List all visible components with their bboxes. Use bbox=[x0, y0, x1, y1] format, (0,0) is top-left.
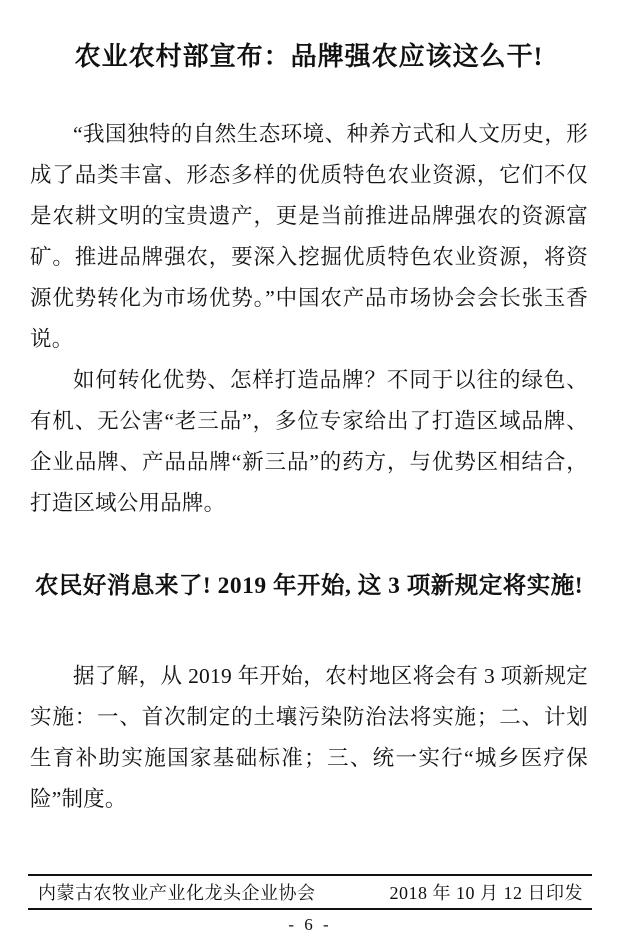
article-paragraph: 如何转化优势、怎样打造品牌？不同于以往的绿色、有机、无公害“老三品”，多位专家给出了打造区域品牌、企业品牌、产品品牌“新三品”的药方，与优势区相结合，打造区域公用品牌。 bbox=[30, 368, 588, 515]
print-date: 2018 年 10 月 12 日印发 bbox=[389, 883, 583, 903]
footer-colophon bbox=[28, 874, 592, 910]
article-title-new-regulations: 农民好消息来了! 2019 年开始, 这 3 项新规定将实施! bbox=[34, 573, 584, 599]
page-number: - 6 - bbox=[288, 915, 332, 934]
page-footer bbox=[28, 874, 592, 936]
article-title-brand-agriculture: 农业农村部宣布：品牌强农应该这么干! bbox=[74, 42, 544, 71]
article-paragraph: “我国独特的自然生态环境、种养方式和人文历史，形成了品类丰富、形态多样的优质特色农业资源，它们不仅是农耕文明的宝贵遗产，更是当前推进品牌强农的资源富矿。推进品牌强农，要深入挖掘优质特色农业资源，将资源优势转化为市场优势。”中国农产品市场协会会长张玉香说。 bbox=[30, 122, 588, 351]
article-new-regulations bbox=[30, 570, 588, 820]
issuing-organization: 内蒙古农牧业产业化龙头企业协会 bbox=[38, 883, 316, 903]
article-paragraph: 据了解，从 2019 年开始，农村地区将会有 3 项新规定实施：一、首次制定的土壤污染防治法将实施；二、计划生育补助实施国家基础标准；三、统一实行“城乡医疗保险”制度。 bbox=[30, 664, 588, 811]
article-brand-agriculture bbox=[30, 40, 588, 524]
